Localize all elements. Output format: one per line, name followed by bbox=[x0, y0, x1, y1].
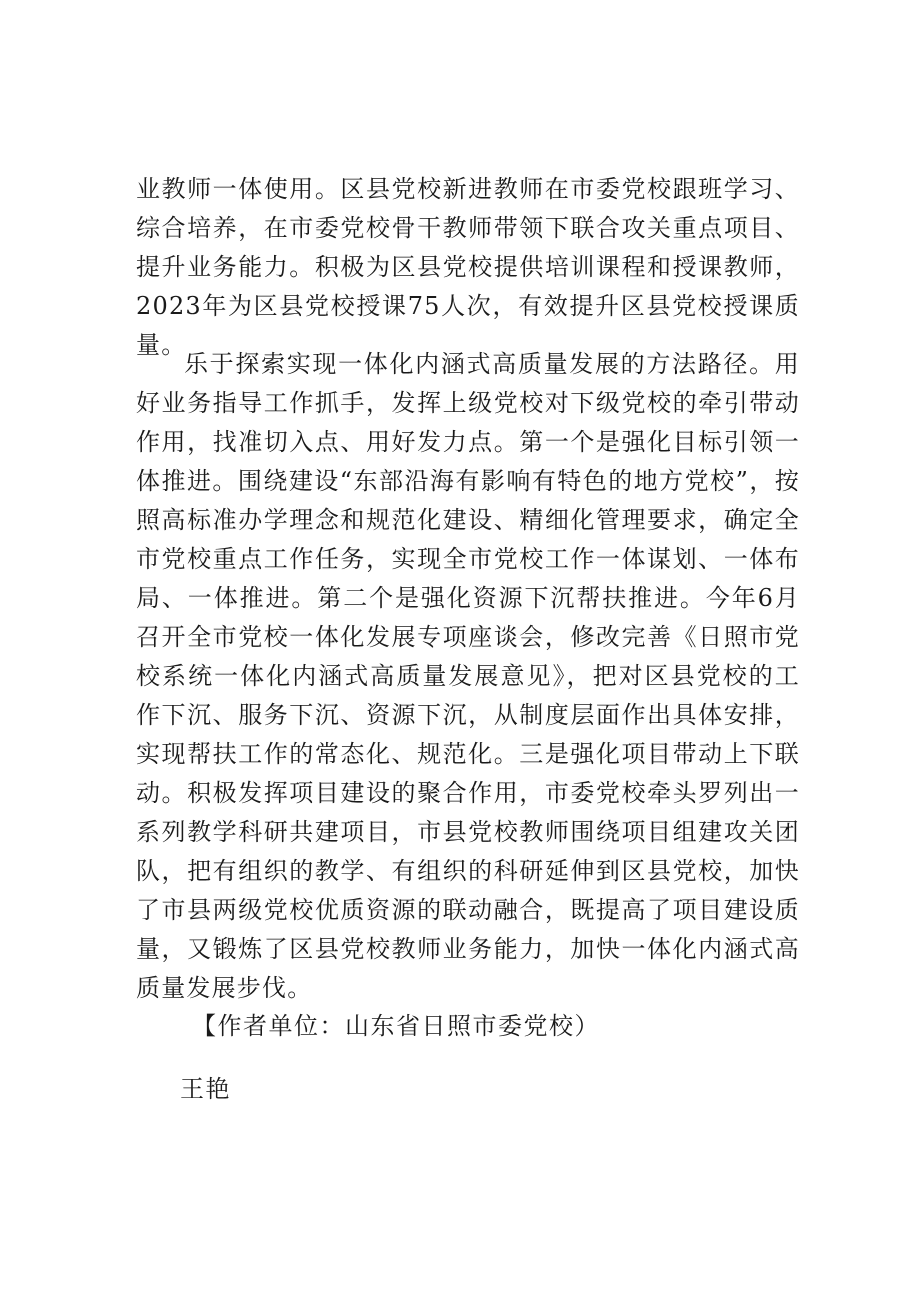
body-paragraph-2: 乐于探索实现一体化内涵式高质量发展的方法路径。用好业务指导工作抓手，发挥上级党校对下级党校的牵引带动作用，找准切入点、用好发力点。第一个是强化目标引领一体推进。围绕建设“东部沿海有影响有特色的地方党校”，按照高标准办学理念和规范化建设、精细化管理要求，确定全市党校重点工作任务，实现全市党校工作一体谋划、一体布局、一体推进。第二个是强化资源下沉帮扶推进。今年6月召开全市党校一体化发展专项座谈会，修改完善《日照市党校系统一体化内涵式高质量发展意见》，把对区县党校的工作下沉、服务下沉、资源下沉，从制度层面作出具体安排，实现帮扶工作的常态化、规范化。三是强化项目带动上下联动。积极发挥项目建设的聚合作用，市委党校牵头罗列出一系列教学科研共建项目，市县党校教师围绕项目组建攻关团队，把有组织的教学、有组织的科研延伸到区县党校，加快了市县两级党校优质资源的联动融合，既提高了项目建设质量，又锻炼了区县党校教师业务能力，加快一体化内涵式高质量发展步伐。 bbox=[136, 350, 800, 1002]
body-paragraph-1: 业教师一体使用。区县党校新进教师在市委党校跟班学习、综合培养，在市委党校骨干教师带领下联合攻关重点项目、提升业务能力。积极为区县党校提供培训课程和授课教师，2023年为区县党校授课75人次，有效提升区县党校授课质量。 bbox=[136, 175, 800, 359]
author-name: 王艳 bbox=[180, 1075, 231, 1103]
author-affiliation: 【作者单位：山东省日照市委党校） bbox=[192, 1012, 600, 1040]
